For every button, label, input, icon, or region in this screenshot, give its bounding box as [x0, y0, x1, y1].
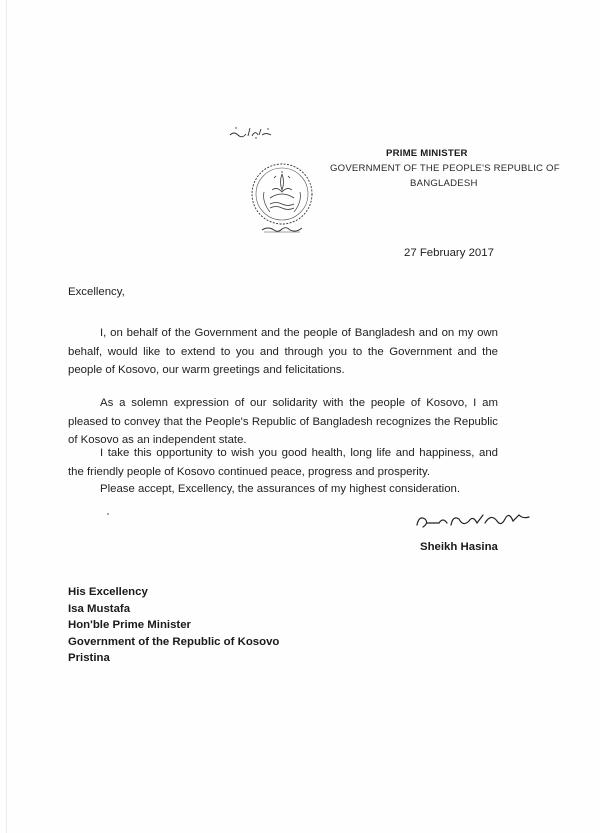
- paragraph-greetings: I, on behalf of the Government and the people of Bangladesh and on my own behalf, would like to extend to you and through you to the Government and the people of Kosovo, our warm greetings and felicitations.: [68, 327, 498, 376]
- bangladesh-emblem: [248, 160, 316, 242]
- signer-name: Sheikh Hasina: [420, 541, 498, 553]
- handwritten-signature: [413, 505, 543, 535]
- addressee-title: Hon'ble Prime Minister: [68, 619, 191, 631]
- paragraph-wishes: I take this opportunity to wish you good health, long life and happiness, and the friendly people of Kosovo continued peace, progress and prosperity.: [68, 447, 498, 478]
- addressee-name: Isa Mustafa: [68, 602, 131, 615]
- paragraph-recognition: As a solemn expression of our solidarity with the people of Kosovo, I am pleased to convey that the People's Republic of Bangladesh recognizes the Republic of Kosovo as an independent state.: [68, 397, 498, 446]
- bismillah-calligraphy: [228, 124, 274, 140]
- scan-speck: [107, 513, 109, 515]
- paragraph-closing: Please accept, Excellency, the assurances of my highest consideration.: [100, 483, 461, 495]
- office-title: PRIME MINISTER: [386, 148, 468, 159]
- office-header: [330, 146, 560, 191]
- office-subtitle-line1: GOVERNMENT OF THE PEOPLE'S REPUBLIC OF: [330, 163, 560, 174]
- salutation: Excellency,: [68, 286, 125, 298]
- addressee-honorific: His Excellency: [68, 586, 148, 598]
- addressee-city: Pristina: [68, 652, 110, 664]
- scan-edge: [6, 0, 7, 833]
- addressee-block: [68, 584, 279, 667]
- office-subtitle-line2: BANGLADESH: [410, 178, 478, 189]
- addressee-government: Government of the Republic of Kosovo: [68, 635, 280, 648]
- letter-date: 27 February 2017: [404, 247, 494, 259]
